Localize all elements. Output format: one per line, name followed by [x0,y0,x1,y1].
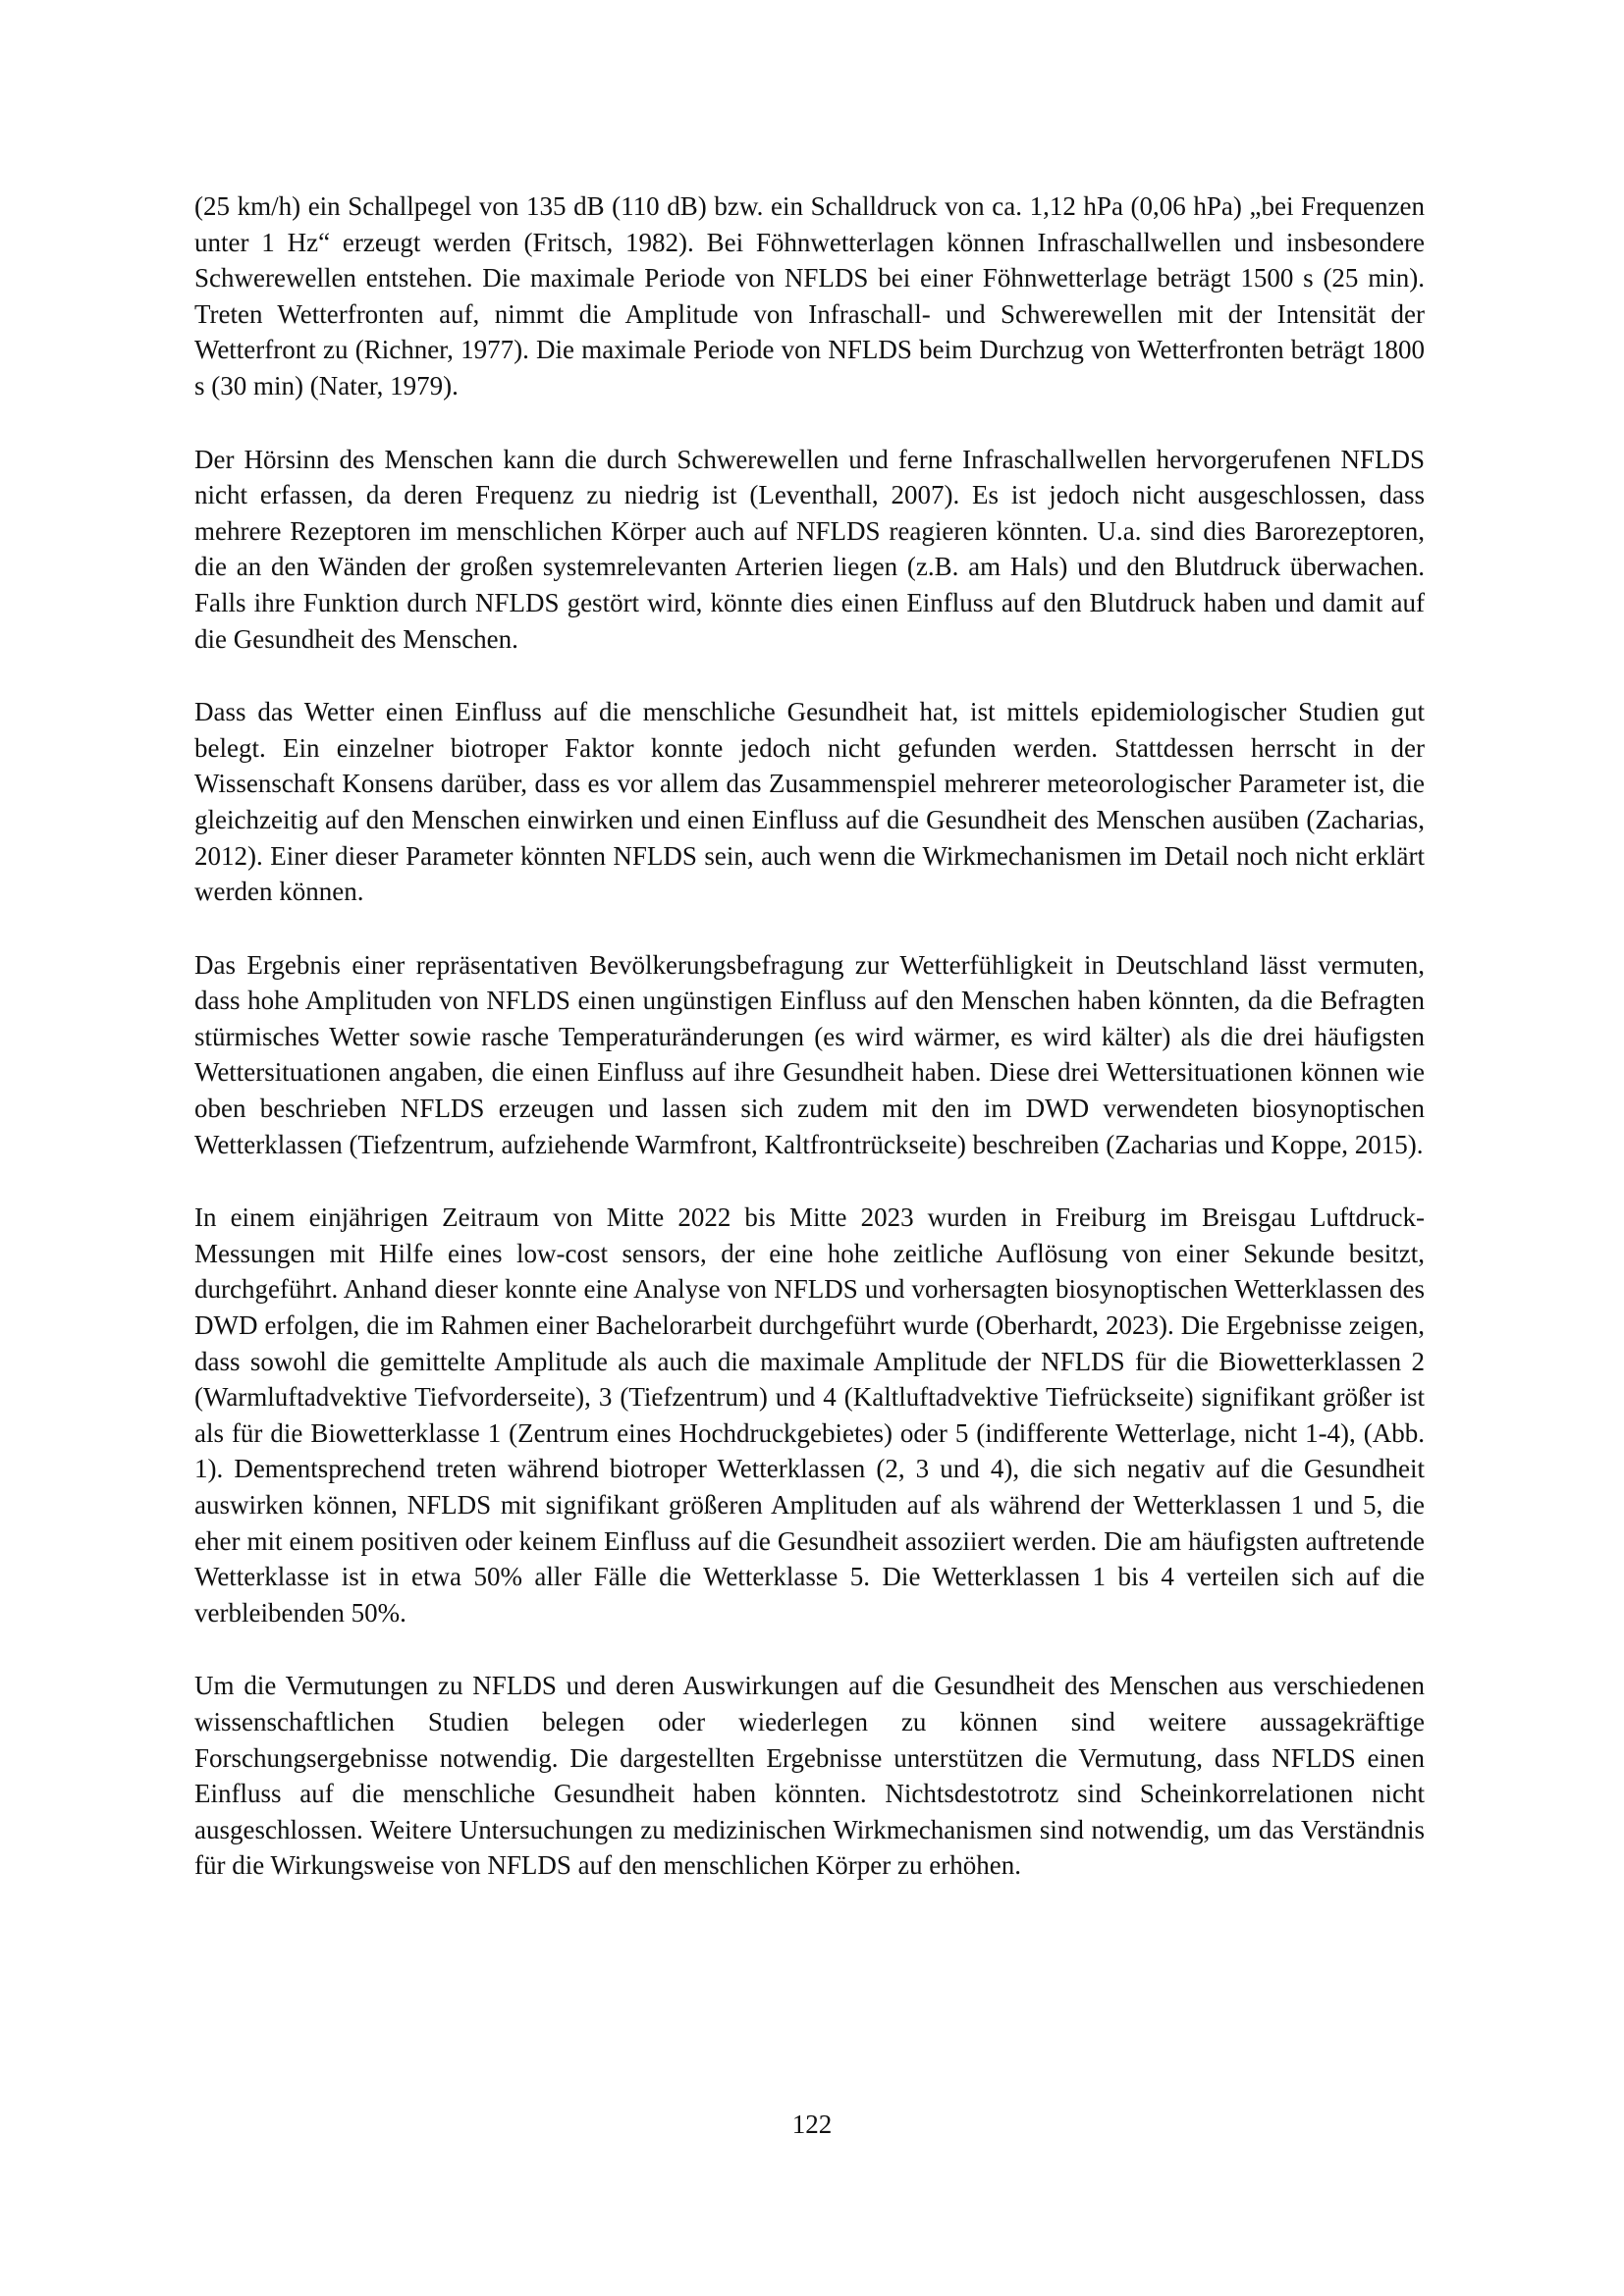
paragraph-3: Dass das Wetter einen Einfluss auf die menschliche Gesundheit hat, ist mittels epidemiologischer Studien gut belegt. Ein einzelner biotroper Faktor konnte jedoch nicht gefunden werden. Stattdessen herrscht in der Wissenschaft Konsens darüber, dass es vor allem das Zusammenspiel mehrerer meteorologischer Parameter ist, die gleichzeitig auf den Menschen einwirken und einen Einfluss auf die Gesundheit des Menschen ausüben (Zacharias, 2012). Einer dieser Parameter könnten NFLDS sein, auch wenn die Wirkmechanismen im Detail noch nicht erklärt werden können. [194,697,1425,907]
paragraph-4: Das Ergebnis einer repräsentativen Bevölkerungsbefragung zur Wetterfühligkeit in Deutschland lässt vermuten, dass hohe Amplituden von NFLDS einen ungünstigen Einfluss auf den Menschen haben könnten, da die Befragten stürmisches Wetter sowie rasche Temperaturänderungen (es wird wärmer, es wird kälter) als die drei häufigsten Wettersituationen angaben, die einen Einfluss auf ihre Gesundheit haben. Diese drei Wettersituationen können wie oben beschrieben NFLDS erzeugen und lassen sich zudem mit den im DWD verwendeten biosynoptischen Wetterklassen (Tiefzentrum, aufziehende Warmfront, Kaltfrontrückseite) beschreiben (Zacharias und Koppe, 2015). [194,949,1425,1159]
paragraph-6: Um die Vermutungen zu NFLDS und deren Auswirkungen auf die Gesundheit des Menschen aus verschiedenen wissenschaftlichen Studien belegen oder wiederlegen zu können sind weitere aussagekräftige Forschungsergebnisse notwendig. Die dargestellten Ergebnisse unterstützen die Vermutung, dass NFLDS einen Einfluss auf die menschliche Gesundheit haben könnten. Nichtsdestotrotz sind Scheinkorrelationen nicht ausgeschlossen. Weitere Untersuchungen zu medizinischen Wirkmechanismen sind notwendig, um das Verständnis für die Wirkungsweise von NFLDS auf den menschlichen Körper zu erhöhen. [194,1671,1425,1881]
body-text [194,188,1425,1884]
paragraph-2: Der Hörsinn des Menschen kann die durch Schwerewellen und ferne Infraschallwellen hervorgerufenen NFLDS nicht erfassen, da deren Frequenz zu niedrig ist (Leventhall, 2007). Es ist jedoch nicht ausgeschlossen, dass mehrere Rezeptoren im menschlichen Körper auch auf NFLDS reagieren könnten. U.a. sind dies Barorezeptoren, die an den Wänden der großen systemrelevanten Arterien liegen (z.B. am Hals) und den Blutdruck überwachen. Falls ihre Funktion durch NFLDS gestört wird, könnte dies einen Einfluss auf den Blutdruck haben und damit auf die Gesundheit des Menschen. [194,444,1425,654]
page-number: 122 [791,2109,833,2139]
paragraph-1: (25 km/h) ein Schallpegel von 135 dB (110 dB) bzw. ein Schalldruck von ca. 1,12 hPa (0,06 hPa) „bei Frequenzen unter 1 Hz“ erzeugt werden (Fritsch, 1982). Bei Föhnwetterlagen können Infraschallwellen und insbesondere Schwerewellen entstehen. Die maximale Periode von NFLDS bei einer Föhnwetterlage beträgt 1500 s (25 min). Treten Wetterfronten auf, nimmt die Amplitude von Infraschall- und Schwerewellen mit der Intensität der Wetterfront zu (Richner, 1977). Die maximale Periode von NFLDS beim Durchzug von Wetterfronten beträgt 1800 s (30 min) (Nater, 1979). [194,191,1425,400]
paragraph-5: In einem einjährigen Zeitraum von Mitte 2022 bis Mitte 2023 wurden in Freiburg im Breisgau Luftdruck-Messungen mit Hilfe eines low-cost sensors, der eine hohe zeitliche Auflösung von einer Sekunde besitzt, durchgeführt. Anhand dieser konnte eine Analyse von NFLDS und vorhersagten biosynoptischen Wetterklassen des DWD erfolgen, die im Rahmen einer Bachelorarbeit durchgeführt wurde (Oberhardt, 2023). Die Ergebnisse zeigen, dass sowohl die gemittelte Amplitude als auch die maximale Amplitude der NFLDS für die Biowetterklassen 2 (Warmluftadvektive Tiefvorderseite), 3 (Tiefzentrum) und 4 (Kaltluftadvektive Tiefrückseite) signifikant größer ist als für die Biowetterklasse 1 (Zentrum eines Hochdruckgebietes) oder 5 (indifferente Wetterlage, nicht 1-4), (Abb. 1). Dementsprechend treten während biotroper Wetterklassen (2, 3 und 4), die sich negativ auf die Gesundheit auswirken können, NFLDS mit signifikant größeren Amplituden auf als während der Wetterklassen 1 und 5, die eher mit einem positiven oder keinem Einfluss auf die Gesundheit assoziiert werden. Die am häufigsten auftretende Wetterklasse ist in etwa 50% aller Fälle die Wetterklasse 5. Die Wetterklassen 1 bis 4 verteilen sich auf die verbleibenden 50%. [194,1202,1425,1628]
